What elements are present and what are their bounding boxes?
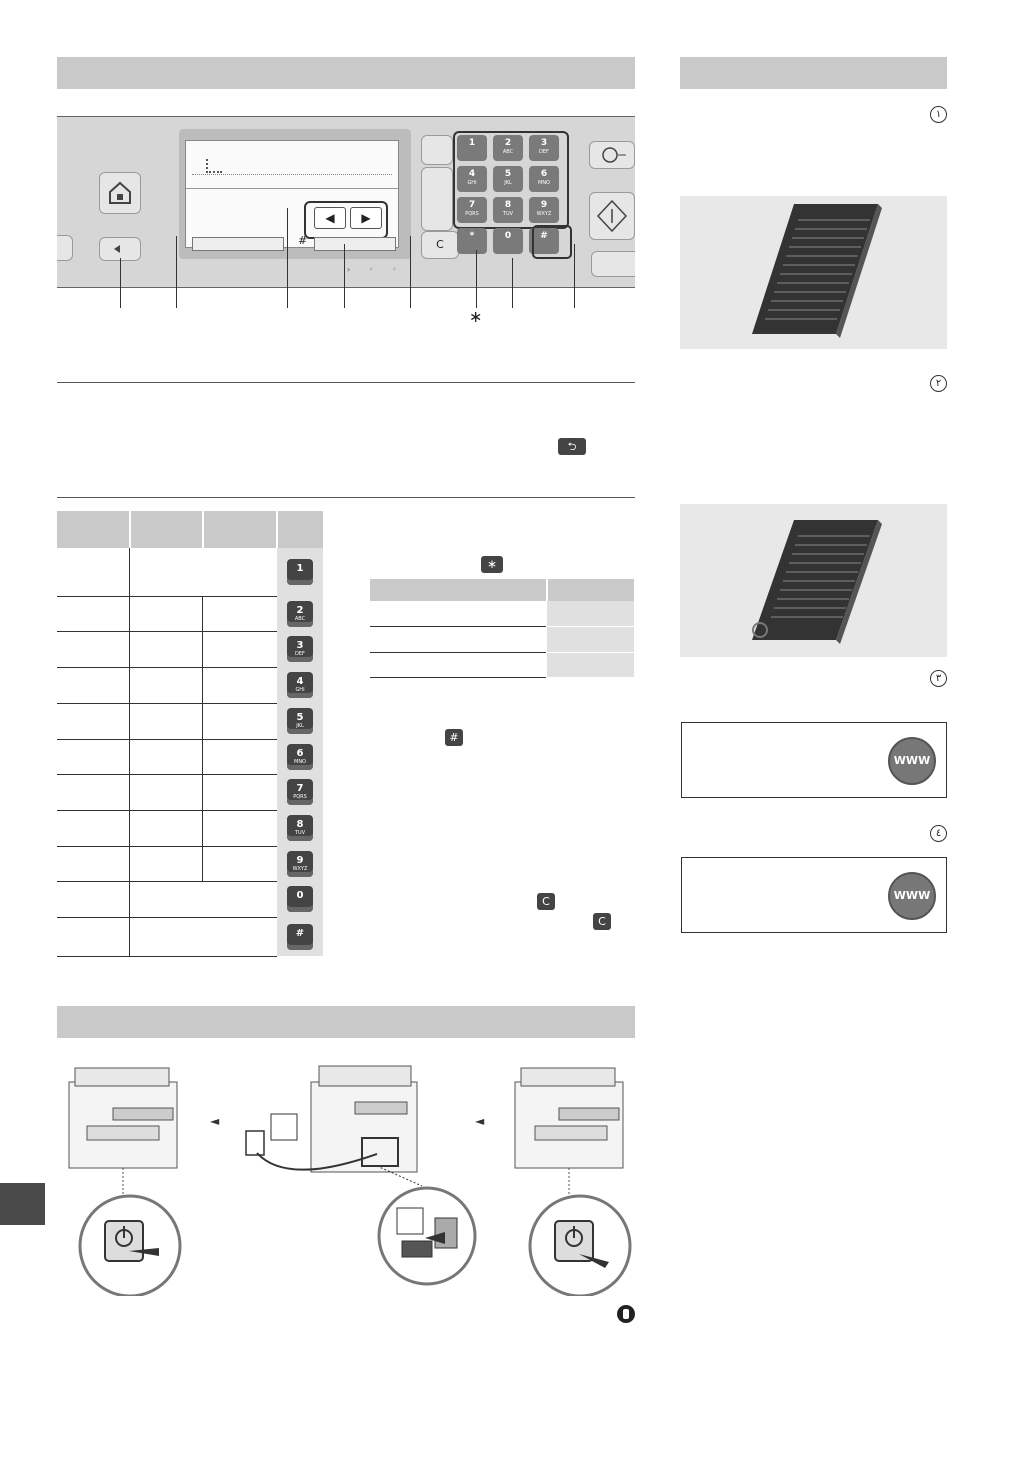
callout-line-5 bbox=[410, 236, 411, 308]
key-table-keycap bbox=[287, 601, 313, 627]
key-table-row-line bbox=[57, 774, 277, 775]
key-table-keycap bbox=[287, 815, 313, 841]
key-table-keycap bbox=[287, 672, 313, 698]
keycap-number: 7 bbox=[296, 783, 304, 794]
callout-line-4 bbox=[344, 244, 345, 308]
inline-hash-key: # bbox=[445, 729, 463, 746]
numpad-key bbox=[493, 228, 523, 254]
circle-number-2: ٢ bbox=[930, 375, 947, 392]
key-table-col-line bbox=[202, 846, 203, 881]
manual-image-1 bbox=[680, 196, 947, 349]
page-edge-tab bbox=[0, 1183, 45, 1225]
numpad-key bbox=[457, 228, 487, 254]
key-table-col-line bbox=[202, 703, 203, 739]
callout-line-2 bbox=[176, 236, 177, 308]
numpad-key-number: 9 bbox=[540, 200, 548, 210]
key-table-keycap bbox=[287, 636, 313, 662]
wireless-key bbox=[591, 251, 635, 277]
callout-line-6 bbox=[476, 250, 477, 308]
back-icon bbox=[100, 238, 140, 260]
key-table-col-line bbox=[202, 667, 203, 703]
key-table-row-line bbox=[57, 881, 277, 882]
numpad-key-number: * bbox=[469, 231, 475, 241]
inline-clear-key-2: C bbox=[593, 913, 611, 930]
clear-key bbox=[421, 231, 459, 259]
home-icon bbox=[100, 173, 140, 213]
www-label-2: WWW bbox=[893, 889, 931, 902]
key-table-col-line bbox=[129, 667, 130, 703]
callout-line-1 bbox=[120, 258, 121, 308]
key-table-col-line bbox=[129, 703, 130, 739]
numpad-key-number: 6 bbox=[540, 169, 548, 179]
key-table-row-line bbox=[57, 956, 277, 957]
key-table-keycap bbox=[287, 924, 313, 950]
key-table-keycap bbox=[287, 779, 313, 805]
touch-screen bbox=[185, 140, 399, 248]
online-manual-box-1 bbox=[681, 722, 947, 798]
start-icon bbox=[590, 193, 634, 239]
key-table-col-line bbox=[129, 596, 130, 631]
hand-icon bbox=[617, 1305, 635, 1323]
numpad-key-number: 4 bbox=[468, 169, 476, 179]
numpad-key bbox=[457, 197, 487, 223]
key-table-col-line bbox=[202, 631, 203, 667]
keycap-number: # bbox=[295, 928, 305, 939]
numpad-key-number: 5 bbox=[504, 169, 512, 179]
key-table-col-line bbox=[129, 810, 130, 846]
manual-booklet-icon-2 bbox=[680, 504, 947, 657]
numpad-key-number: 0 bbox=[504, 231, 512, 241]
manual-booklet-icon bbox=[680, 196, 947, 349]
circle-number-4: ٤ bbox=[930, 825, 947, 842]
numpad-key bbox=[457, 135, 487, 161]
key-table-row-line bbox=[57, 917, 277, 918]
key-table-col-line bbox=[129, 846, 130, 881]
key-table-keycap bbox=[287, 886, 313, 912]
screen-right-arrow: ▶ bbox=[350, 207, 382, 229]
screen-soft-key-right bbox=[314, 237, 396, 251]
keycap-letters: ABC bbox=[294, 616, 306, 622]
numpad-key-letters: TUV bbox=[502, 211, 514, 217]
circle-number-1: ١ bbox=[930, 106, 947, 123]
inline-star-key: ∗ bbox=[481, 556, 503, 573]
screen-left-arrow: ◀ bbox=[314, 207, 346, 229]
numpad-key bbox=[493, 135, 523, 161]
keycap-letters: PQRS bbox=[293, 794, 307, 800]
callout-star: ∗ bbox=[469, 307, 483, 326]
keycap-letters: WXYZ bbox=[292, 866, 308, 872]
numpad-key-letters: JKL bbox=[504, 180, 512, 186]
key-table-header bbox=[57, 511, 323, 548]
keycap-number: 4 bbox=[296, 676, 304, 687]
numpad-key-letters: WXYZ bbox=[536, 211, 552, 217]
callout-line-7 bbox=[512, 258, 513, 308]
inline-back-key: ⮌ bbox=[558, 438, 586, 455]
divider-1 bbox=[57, 382, 635, 383]
key-table-row-line bbox=[57, 846, 277, 847]
screen-soft-key-left bbox=[192, 237, 284, 251]
step-arrow-2: ◄ bbox=[475, 1114, 485, 1128]
key-table-row-line bbox=[57, 631, 277, 632]
key-table-col-line bbox=[129, 774, 130, 810]
key-table-col-line bbox=[129, 548, 130, 596]
key-table-keycap bbox=[287, 708, 313, 734]
numpad-key-number: 2 bbox=[504, 138, 512, 148]
numpad-key bbox=[493, 197, 523, 223]
keycap-letters: MNO bbox=[294, 759, 306, 765]
divider-2 bbox=[57, 497, 635, 498]
key-table-col-line bbox=[129, 881, 130, 917]
mode-table-shade bbox=[547, 601, 634, 677]
numpad-key bbox=[529, 166, 559, 192]
section-header-bar-2 bbox=[57, 1006, 635, 1038]
numpad-key-number: 7 bbox=[468, 200, 476, 210]
hash-key-outline bbox=[532, 225, 572, 259]
step-arrow-1: ◄ bbox=[210, 1114, 220, 1128]
control-panel-illustration bbox=[57, 116, 635, 288]
numpad-key-number: 8 bbox=[504, 200, 512, 210]
key-table-row-line bbox=[57, 810, 277, 811]
printer-illustration-1 bbox=[69, 1068, 180, 1296]
online-manual-box-2 bbox=[681, 857, 947, 933]
numpad-key bbox=[529, 135, 559, 161]
keycap-number: 5 bbox=[296, 712, 304, 723]
keycap-number: 1 bbox=[296, 563, 304, 574]
numpad-key-number: 1 bbox=[468, 138, 476, 148]
circle-number-3: ٣ bbox=[930, 670, 947, 687]
manual-image-2 bbox=[680, 504, 947, 657]
keycap-letters: GHI bbox=[295, 687, 305, 693]
numpad-key-letters: PQRS bbox=[465, 211, 479, 217]
key-table-col-line bbox=[202, 739, 203, 774]
key-table-col-line bbox=[202, 596, 203, 631]
key-table-row-line bbox=[57, 667, 277, 668]
panel-indicator-dots: › ◦ ◦ bbox=[347, 265, 405, 274]
key-table-keycap bbox=[287, 744, 313, 770]
keycap-number: 9 bbox=[296, 855, 304, 866]
printer-illustration-2 bbox=[246, 1066, 475, 1284]
reset-key bbox=[421, 135, 453, 165]
screen-hash-label: # bbox=[298, 234, 308, 247]
callout-line-8 bbox=[574, 244, 575, 308]
home-button bbox=[99, 172, 141, 214]
numpad-key bbox=[529, 197, 559, 223]
key-table bbox=[57, 511, 323, 956]
keycap-number: 2 bbox=[296, 605, 304, 616]
numpad-key bbox=[457, 166, 487, 192]
keycap-letters: DEF bbox=[295, 651, 305, 657]
keycap-letters: TUV bbox=[294, 830, 306, 836]
caution-icon bbox=[617, 1305, 635, 1323]
key-table-col-line bbox=[202, 774, 203, 810]
key-table-row-line bbox=[57, 703, 277, 704]
screen-dotted-divider bbox=[192, 174, 392, 175]
numpad-key-letters: DEF bbox=[539, 149, 549, 155]
mode-table-header bbox=[370, 579, 634, 601]
callout-line-3 bbox=[287, 208, 288, 308]
partial-left-button bbox=[57, 235, 73, 261]
section-header-bar-3 bbox=[680, 57, 947, 89]
clear-key-label: C bbox=[436, 238, 444, 251]
stop-icon bbox=[590, 142, 634, 168]
numpad-key-letters: ABC bbox=[502, 149, 514, 155]
screen-status-icon bbox=[206, 159, 222, 173]
mode-table bbox=[370, 579, 634, 679]
power-illustration bbox=[57, 1056, 635, 1296]
www-globe-icon bbox=[888, 737, 936, 785]
screen-divider bbox=[186, 188, 398, 189]
numpad-key-letters: MNO bbox=[538, 180, 550, 186]
start-button bbox=[589, 192, 635, 240]
keycap-number: 6 bbox=[296, 748, 304, 759]
numpad-key-number: # bbox=[540, 231, 548, 241]
key-table-row-line bbox=[57, 739, 277, 740]
key-table-col-line bbox=[129, 917, 130, 956]
keycap-number: 8 bbox=[296, 819, 304, 830]
numpad-key-letters: GHI bbox=[467, 180, 477, 186]
key-table-col-line bbox=[129, 739, 130, 774]
key-table-row-line bbox=[57, 596, 277, 597]
side-key bbox=[421, 167, 453, 231]
keycap-letters: JKL bbox=[296, 723, 304, 729]
stop-button bbox=[589, 141, 635, 169]
www-globe-icon-2 bbox=[888, 872, 936, 920]
key-table-keycap bbox=[287, 851, 313, 877]
section-header-bar-1 bbox=[57, 57, 635, 89]
numpad-key-number: 3 bbox=[540, 138, 548, 148]
www-label-1: WWW bbox=[893, 754, 931, 767]
numpad-key bbox=[493, 166, 523, 192]
key-table-col-line bbox=[202, 810, 203, 846]
printer-illustration-3 bbox=[515, 1068, 630, 1296]
keycap-number: 3 bbox=[296, 640, 304, 651]
key-table-keycap bbox=[287, 559, 313, 585]
inline-clear-key-1: C bbox=[537, 893, 555, 910]
keycap-number: 0 bbox=[296, 890, 304, 901]
key-table-col-line bbox=[129, 631, 130, 667]
